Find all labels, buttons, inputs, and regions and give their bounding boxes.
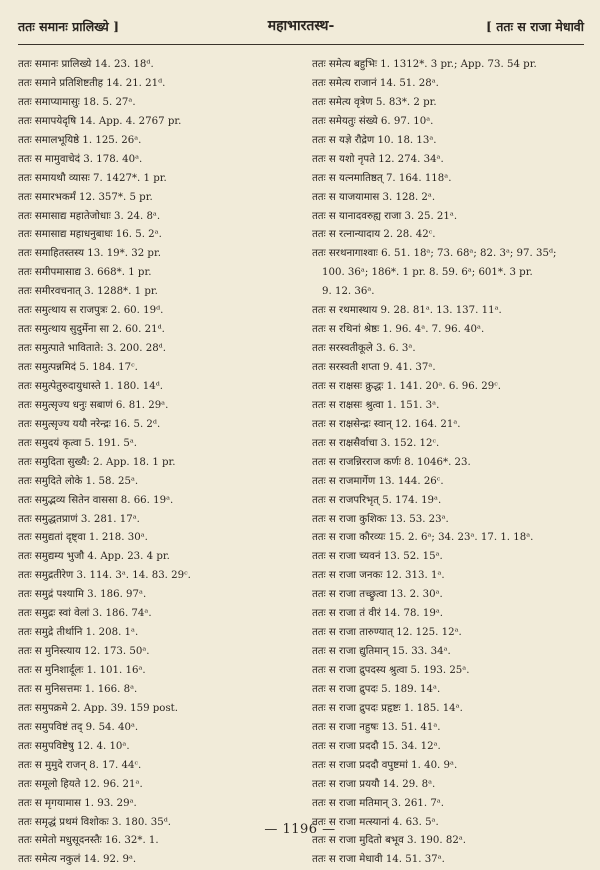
index-entry: ततः स राजा कौरव्यः 15. 2. 6ᵃ; 34. 23ᵃ. 17. 1. 18ᵃ. xyxy=(312,532,534,544)
index-entry: ततः स राजा द्रुपदस्य श्रुत्वा 5. 193. 25ᵃ. xyxy=(312,665,470,676)
index-entry: ततः स मुनिशार्दूलः 1. 101. 16ᵃ. xyxy=(18,665,146,676)
index-entry: ततः स राक्षसेन्द्रः स्वान् 12. 164. 21ᵃ. xyxy=(312,418,461,430)
index-entry: ततः स यानादवरुह्य राजा 3. 25. 21ᵃ. xyxy=(312,210,458,222)
index-entry: ततः समुत्सृज्य धनुः सबाणं 6. 81. 29ᵃ. xyxy=(18,399,169,411)
index-entry: ततः समाहितस्तस्य 13. 19*. 32 pr. xyxy=(18,248,161,260)
index-entry: ततः स राक्षसैर्वाचा 3. 152. 12ᶜ. xyxy=(312,437,440,449)
index-entry: ततः सरस्वती शप्ता 9. 41. 37ᵃ. xyxy=(312,362,436,373)
left-column xyxy=(18,56,290,870)
index-entry: ततः समालभूयिष्ठे 1. 125. 26ᵃ. xyxy=(18,134,142,146)
index-entry: ततः स रत्नान्यादाय 2. 28. 42ᶜ. xyxy=(312,229,436,241)
index-entry: ततः समापयेदृषि 14. App. 4. 2767 pr. xyxy=(18,115,182,127)
index-entry: ततः स राक्षसः क्रुद्धः 1. 141. 20ᵃ. 6. 96. 29ᶜ. xyxy=(312,380,501,392)
index-entry: ततः समुत्पेतुरुदायुधास्ते 1. 180. 14ᵈ. xyxy=(18,380,164,392)
index-entry: ततः स राजा कुशिकः 13. 53. 23ᵃ. xyxy=(312,513,449,525)
running-header xyxy=(18,14,584,40)
index-entry: ततः समुदयं कृत्वा 5. 191. 5ᵃ. xyxy=(18,437,138,449)
index-entry: ततः समृद्धं प्रथमं विशोकः 3. 180. 35ᵈ. xyxy=(18,816,172,828)
right-column xyxy=(312,56,584,870)
header-title: महाभारतस्थ- xyxy=(267,18,335,34)
index-entry: ततः समूलो हियते 12. 96. 21ᵃ. xyxy=(18,778,143,790)
index-entry: ततः स मुनिस्त्याय 12. 173. 50ᵃ. xyxy=(18,646,150,658)
index-entry: ततः स राजपरिभृत् 5. 174. 19ᵃ. xyxy=(312,494,442,506)
index-entry: ततः स मुनिसत्तमः 1. 166. 8ᵃ. xyxy=(18,683,138,695)
index-entry: ततः समुपविष्टेषु 12. 4. 10ᵃ. xyxy=(18,740,130,752)
header-rule xyxy=(18,44,584,45)
index-entry: ततः समीपमासाद्य 3. 668*. 1 pr. xyxy=(18,267,152,279)
index-entry: ततः स राजा मतिमान् 3. 261. 7ᵃ. xyxy=(312,797,444,809)
page-number: — 1196 — xyxy=(264,822,336,837)
index-entry: ततः स राजा प्रददौ वपुष्टमां 1. 40. 9ᵃ. xyxy=(312,759,458,771)
index-entry: ततः समुदिते लोके 1. 58. 25ᵃ. xyxy=(18,475,139,487)
index-entry: ततः समुद्धतप्राणं 3. 281. 17ᵃ. xyxy=(18,513,140,525)
index-entry: ततः स राजा तच्छ्रुत्वा 13. 2. 30ᵃ. xyxy=(312,589,443,601)
index-entry: ततः स यत्नमातिष्ठत् 7. 164. 118ᵃ. xyxy=(312,172,452,184)
index-entry: ततः समुत्थाय सुदुर्मेना सा 2. 60. 21ᵈ. xyxy=(18,324,165,336)
index-entry: ततः स राजा द्रुपदः प्रहृष्टः 1. 185. 14ᵃ. xyxy=(312,702,463,714)
index-entry: ततः समीरवचनात् 3. 1288*. 1 pr. xyxy=(18,286,158,298)
index-entry: ततः समुदिता सुख्यै: 2. App. 18. 1 pr. xyxy=(18,456,176,468)
index-entry: ततः समुद्भव्य सितेन वाससा 8. 66. 19ᵃ. xyxy=(18,494,174,506)
index-entry: ततः समुपविष्टं तद् 9. 54. 40ᵃ. xyxy=(18,721,139,733)
index-entry: ततः स राजा च्यवनं 13. 52. 15ᵃ. xyxy=(312,551,443,563)
header-left-keyword: ततः समानः प्रालिख्ये ] xyxy=(18,19,119,34)
index-entry: ततः समुद्रं पश्यामि 3. 186. 97ᵃ. xyxy=(18,589,147,601)
index-entry: ततः स राजा मेधावी 14. 51. 37ᵃ. xyxy=(312,854,445,866)
index-entry: ततः समुद्रतीरेण 3. 114. 3ᵃ. 14. 83. 29ᶜ. xyxy=(18,570,191,582)
index-entry: ततः स मृगयामास 1. 93. 29ᵃ. xyxy=(18,797,137,809)
index-entry: ततः स यशो नृपते 12. 274. 34ᵃ. xyxy=(312,153,444,165)
index-entry: ततः समुद्रः स्वां वेलां 3. 186. 74ᵃ. xyxy=(18,608,152,620)
index-entry: ततः स राजा मुदितो बभूव 3. 190. 82ᵃ. xyxy=(312,835,466,847)
index-entry: ततः समेतो मधुसूदनस्तैः 16. 32*. 1. xyxy=(18,835,159,847)
index-entry: ततः समुद्यम्य भुजौ 4. App. 23. 4 pr. xyxy=(18,551,170,563)
index-entry: ततः स यज्ञे रौद्रेण 10. 18. 13ᵃ. xyxy=(312,134,437,146)
index-entry: ततः समुपक्रमे 2. App. 39. 159 post. xyxy=(18,702,179,714)
index-entry: 9. 12. 36ᵃ. xyxy=(322,286,375,298)
index-entry: ततः स राक्षसः श्रुत्वा 1. 151. 3ᵃ. xyxy=(312,399,440,411)
index-entry: ततः स राजा प्रददौ 15. 34. 12ᵃ. xyxy=(312,740,441,752)
index-entry: 100. 36ᵃ; 186*. 1 pr. 8. 59. 6ᵃ; 601*. 3 pr. xyxy=(322,267,533,279)
index-entry: ततः स राजा मत्स्यानां 4. 63. 5ᵃ. xyxy=(312,816,439,828)
index-entry: ततः समारभकर्मं 12. 357*. 5 pr. xyxy=(18,191,153,203)
index-entry: ततः स राजा द्रुपदः 5. 189. 14ᵃ. xyxy=(312,683,441,695)
index-entry: ततः स मामुवाचेदं 3. 178. 40ᵃ. xyxy=(18,153,143,165)
index-entry: ततः स याजयामास 3. 128. 2ᵃ. xyxy=(312,191,436,203)
index-entry: ततः समुत्पाते भाविताते: 3. 200. 28ᵈ. xyxy=(18,343,166,355)
index-entry: ततः स मुमुदे राजन् 8. 17. 44ᶜ. xyxy=(18,759,142,771)
index-entry: ततः समुत्सृज्य ययौ नरेन्द्रः 16. 5. 2ᵈ. xyxy=(18,418,161,430)
index-entry: ततः स राजा तं वीरं 14. 78. 19ᵃ. xyxy=(312,608,444,620)
index-entry: ततः समाने प्रतिशिष्टतीह 14. 21. 21ᵈ. xyxy=(18,77,166,89)
index-entry: ततः समुद्यतां दृष्ट्वा 1. 218. 30ᵃ. xyxy=(18,532,148,544)
index-entry: ततः सरथनागाश्वाः 6. 51. 18ᵃ; 73. 68ᵃ; 82. 3ᵃ; 97. 35ᵈ; xyxy=(312,248,557,260)
header-right-keyword: [ ततः स राजा मेधावी xyxy=(486,19,584,34)
index-entry: ततः सरस्वतीकूले 3. 6. 3ᵃ. xyxy=(312,343,416,355)
index-entry: ततः समेत्य राजानं 14. 51. 28ᵃ. xyxy=(312,77,439,89)
index-entry: ततः समासाद्य महातेजोधाः 3. 24. 8ᵃ. xyxy=(18,210,161,222)
index-entry: ततः समेत्य वृत्रेण 5. 83*. 2 pr. xyxy=(312,96,437,108)
index-entry: ततः स राजा तारुण्यात् 12. 125. 12ᵃ. xyxy=(312,627,462,639)
index-entry: ततः समुत्पन्नमिदं 5. 184. 17ᶜ. xyxy=(18,362,138,373)
index-entry: ततः समासाद्य महाधनुबाधः 16. 5. 2ᵃ. xyxy=(18,229,162,241)
index-entry: ततः समाप्यामासुः 18. 5. 27ᵃ. xyxy=(18,96,136,108)
index-entry: ततः समायथौ व्यासः 7. 1427*. 1 pr. xyxy=(18,172,167,184)
index-entry: ततः समेयतुः संख्ये 6. 97. 10ᵃ. xyxy=(312,115,434,127)
index-entry: ततः समानः प्रालिख्ये 14. 23. 18ᵈ. xyxy=(18,59,154,70)
index-entry: ततः स राजा नहुषः 13. 51. 41ᵃ. xyxy=(312,721,441,733)
index-entry: ततः स रथिनां श्रेष्ठः 1. 96. 4ᵃ. 7. 96. 40ᵃ. xyxy=(312,324,485,336)
index-entry: ततः समुत्थाय स राजपुत्रः 2. 60. 19ᵈ. xyxy=(18,305,164,317)
index-entry: ततः स राजन्निरराज कर्णः 8. 1046*. 23. xyxy=(312,456,471,468)
index-entry: ततः समुद्रे तीर्थानि 1. 208. 1ᵃ. xyxy=(18,627,139,639)
index-entry: ततः समेत्य बहुभिः 1. 1312*. 3 pr.; App. 73. 54 pr. xyxy=(312,59,537,70)
index-entry: ततः स राजमार्गेण 13. 144. 26ᶜ. xyxy=(312,475,444,487)
index-entry: ततः स राजा जनकः 12. 313. 1ᵃ. xyxy=(312,570,445,582)
index-entry: ततः स राजा प्रययौ 14. 29. 8ᵃ. xyxy=(312,778,436,790)
index-entry: ततः स रथमास्थाय 9. 28. 81ᵃ. 13. 137. 11ᵃ. xyxy=(312,305,502,317)
index-entry: ततः स राजा द्युतिमान् 15. 33. 34ᵃ. xyxy=(312,646,451,658)
index-entry: ततः समेत्य नकुलं 14. 92. 9ᵃ. xyxy=(18,854,137,866)
